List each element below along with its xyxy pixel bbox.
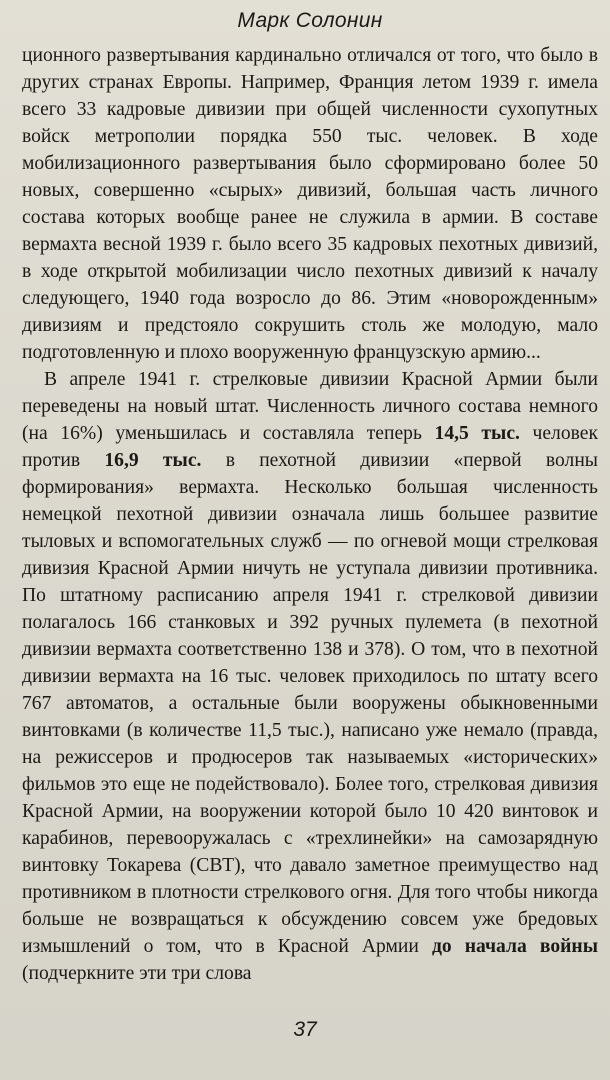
text-segment: в пехотной дивизии «первой волны формирования» вермахта. Несколько большая численность немецкой пехотной дивизии означала лишь большее развитие тыловых и вспомогательных служб — по огневой мощи стрелковая дивизия Красной Армии ничуть не уступала дивизии противника. По штатному расписанию апреля 1941 г. стрелковой дивизии полагалось 166 станковых и 392 ручных пулемета (в пехотной дивизии вермахта соответственно 138 и 378). О том, что в пехотной дивизии вермахта на 16 тыс. человек приходилось по штату всего 767 автоматов, а остальные были вооружены обыкновенными винтовками (в количестве 11,5 тыс.), написано уже немало (правда, на режиссеров и продюсеров так называемых «исторических» фильмов это еще не подействовало). Более того, стрелковая дивизия Красной Армии, на вооружении которой было 10 420 винтовок и карабинов, перевооружалась с «трехлинейки» на самозарядную винтовку Токарева (СВТ), что давало заметное преимущество над противником в плотности стрелкового огня. Для того чтобы никогда больше не возвращаться к обсуждению совсем уже бредовых измышлений о том, что в Красной Армии: [22, 450, 598, 957]
text-segment: В апреле 1941 г. стрелковые дивизии Красной Армии были переведены на новый штат. Численность личного состава немного (на 16%) уменьшилась и составляла теперь: [22, 369, 598, 444]
bold-phrase: до начала войны: [431, 936, 598, 957]
text-segment: человек против: [22, 423, 598, 471]
body-text: [22, 42, 598, 987]
bold-number: 16,9 тыс.: [104, 450, 202, 471]
page-number: 37: [293, 1018, 317, 1041]
bold-number: 14,5 тыс.: [434, 423, 520, 444]
paragraph-continuation: [22, 42, 598, 366]
text-segment: ционного развертывания кардинально отличался от того, что было в других странах Европы. Например, Франция летом 1939 г. имела всего 33 кадровые дивизии при общей численности сухопутных войск метрополии порядка 550 тыс. человек. В ходе мобилизационного развертывания было сформировано более 50 новых, совершенно «сырых» дивизий, большая часть личного состава которых вообще ранее не служила в армии. В составе вермахта весной 1939 г. было всего 35 кадровых пехотных дивизий, в ходе открытой мобилизации число пехотных дивизий к началу следующего, 1940 года возросло до 86. Этим «новорожденным» дивизиям и предстояло сокрушить столь же молодую, мало подготовленную и плохо вооруженную французскую армию...: [22, 45, 598, 363]
running-header: Марк Солонин: [237, 9, 383, 32]
text-segment: (подчеркните эти три слова: [22, 963, 252, 984]
paragraph-rifle-divisions: [22, 366, 598, 987]
